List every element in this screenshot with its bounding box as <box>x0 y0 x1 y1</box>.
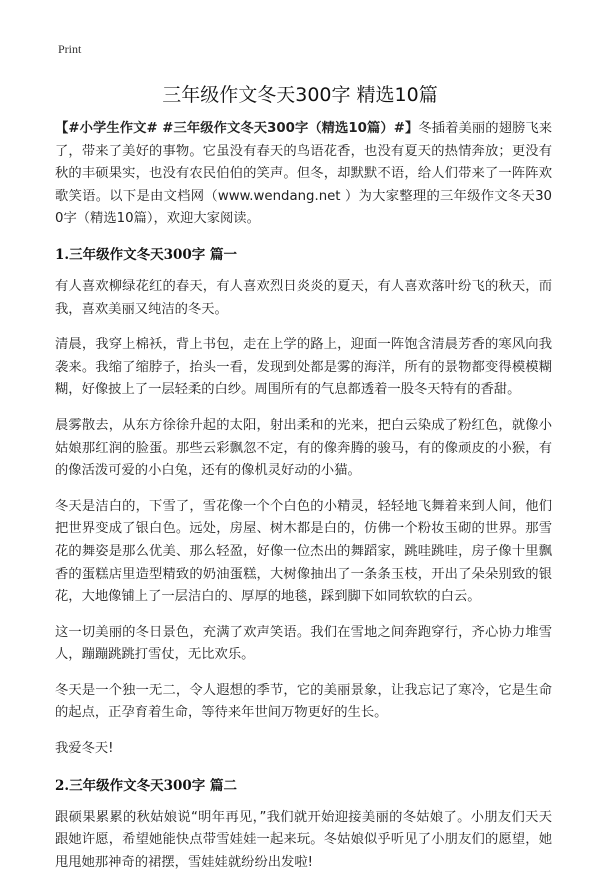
article-body <box>55 118 552 887</box>
intro-paragraph <box>55 118 552 231</box>
paragraph: 冬天是洁白的，下雪了，雪花像一个个白色的小精灵，轻轻地飞舞着来到人间，他们把世界变成了银白色。远处，房屋、树木都是白的，仿佛一个粉妆玉砌的世界。那雪花的舞姿是那么优美、那么轻盈，好像一位杰出的舞蹈家，跳哇跳哇，房子像十里飘香的蛋糕店里造型精致的奶油蛋糕，大树像抽出了一条条玉枝，开出了朵朵别致的银花，大地像铺上了一层洁白的、厚厚的地毯，踩到脚下如同软软的白云。 <box>55 498 552 605</box>
section-heading: 2.三年级作文冬天300字 篇二 <box>55 777 237 794</box>
paragraph: 有人喜欢柳绿花红的春天，有人喜欢烈日炎炎的夏天，有人喜欢落叶纷飞的秋天，而我，喜欢美丽又纯洁的冬天。 <box>55 278 552 317</box>
intro-tags: 【#小学生作文# #三年级作文冬天300字（精选10篇）#】 <box>55 121 419 136</box>
paragraph: 晨雾散去，从东方徐徐升起的太阳，射出柔和的光来，把白云染成了粉红色，就像小姑娘那红润的脸蛋。那些云彩飘忽不定，有的像奔腾的骏马，有的像顽皮的小猴，有的像活泼可爱的小白兔，还有的像机灵好动的小猫。 <box>55 417 552 479</box>
paragraph: 这一切美丽的冬日景色，充满了欢声笑语。我们在雪地之间奔跑穿行，齐心协力堆雪人，蹦蹦跳跳打雪仗，无比欢乐。 <box>55 624 552 663</box>
paragraph: 跟硕果累累的秋姑娘说“明年再见，”我们就开始迎接美丽的冬姑娘了。小朋友们天天跟她许愿，希望她能快点带雪娃娃一起来玩。冬姑娘似乎听见了小朋友们的愿望，她甩甩她那神奇的裙摆，雪娃娃就纷纷出发啦! <box>55 809 552 870</box>
section-1 <box>55 243 552 761</box>
print-link[interactable]: Print <box>58 42 82 56</box>
intro-text: 冬插着美丽的翅膀飞来了，带来了美好的事物。它虽没有春天的鸟语花香，也没有夏天的热情奔放；更没有秋的丰硕果实，也没有农民伯伯的笑声。但冬，却默默不语，给人们带来了一阵阵欢歌笑语。以下是由文档网（www.wendang.net ）为大家整理的三年级作文冬天300字（精选10篇），欢迎大家阅读。 <box>55 121 552 227</box>
paragraph: 清晨，我穿上棉袄，背上书包，走在上学的路上，迎面一阵饱含清晨芳香的寒风向我袭来。我缩了缩脖子，抬头一看，发现到处都是雾的海洋，所有的景物都变得模模糊糊，好像披上了一层轻柔的白纱。周围所有的气息都透着一股冬天特有的香甜。 <box>55 337 552 398</box>
paragraph: 我爱冬天! <box>55 741 114 757</box>
page-title: 三年级作文冬天300字 精选10篇 <box>162 84 438 106</box>
paragraph: 冬天是一个独一无二，令人遐想的季节，它的美丽景象，让我忘记了寒冷，它是生命的起点，正孕育着生命，等待来年世间万物更好的生长。 <box>55 682 552 721</box>
section-2 <box>55 774 552 875</box>
section-heading: 1.三年级作文冬天300字 篇一 <box>55 246 237 263</box>
